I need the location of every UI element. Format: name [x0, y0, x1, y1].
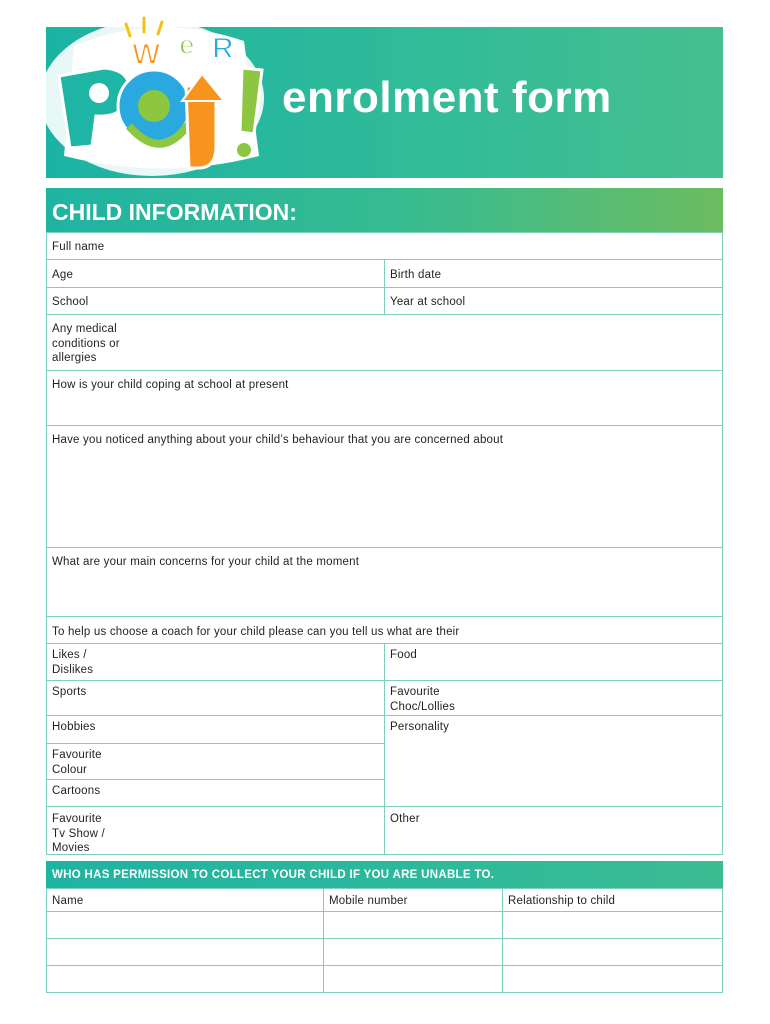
favourite-colour-label: Favourite Colour	[52, 749, 102, 776]
svg-text:W: W	[132, 38, 161, 71]
full-name-label: Full name	[52, 241, 105, 253]
food-label: Food	[390, 649, 418, 661]
coach-intro-label: To help us choose a coach for your child please can you tell us what are their	[52, 626, 460, 638]
permission-col-relationship: Relationship to child	[508, 895, 616, 907]
medical-label: Any medical conditions or allergies	[52, 323, 120, 364]
sports-label: Sports	[52, 686, 87, 698]
birth-date-label: Birth date	[390, 269, 442, 281]
permission-heading-bar	[46, 861, 723, 888]
year-at-school-label: Year at school	[390, 296, 466, 308]
hobbies-label: Hobbies	[52, 721, 96, 733]
favourite-choc-label: Favourite Choc/Lollies	[390, 686, 456, 713]
form-title: enrolment form	[282, 73, 612, 122]
svg-text:R: R	[212, 32, 234, 65]
permission-col-name: Name	[52, 895, 84, 907]
likes-dislikes-label: Likes / Dislikes	[52, 649, 94, 676]
child-info-heading: CHILD INFORMATION:	[52, 199, 297, 225]
coping-label: How is your child coping at school at present	[52, 379, 289, 391]
favourite-tv-label: Favourite Tv Show / Movies	[52, 813, 105, 854]
permission-heading: WHO HAS PERMISSION TO COLLECT YOUR CHILD IF YOU ARE UNABLE TO.	[52, 869, 495, 881]
cartoons-label: Cartoons	[52, 785, 101, 797]
behaviour-label: Have you noticed anything about your child’s behaviour that you are concerned about	[52, 434, 504, 446]
concerns-label: What are your main concerns for your child at the moment	[52, 556, 360, 568]
school-label: School	[52, 296, 89, 308]
age-label: Age	[52, 269, 74, 281]
personality-label: Personality	[390, 721, 450, 733]
svg-text:e: e	[179, 29, 195, 60]
permission-col-mobile: Mobile number	[329, 895, 408, 907]
other-label: Other	[390, 813, 420, 825]
